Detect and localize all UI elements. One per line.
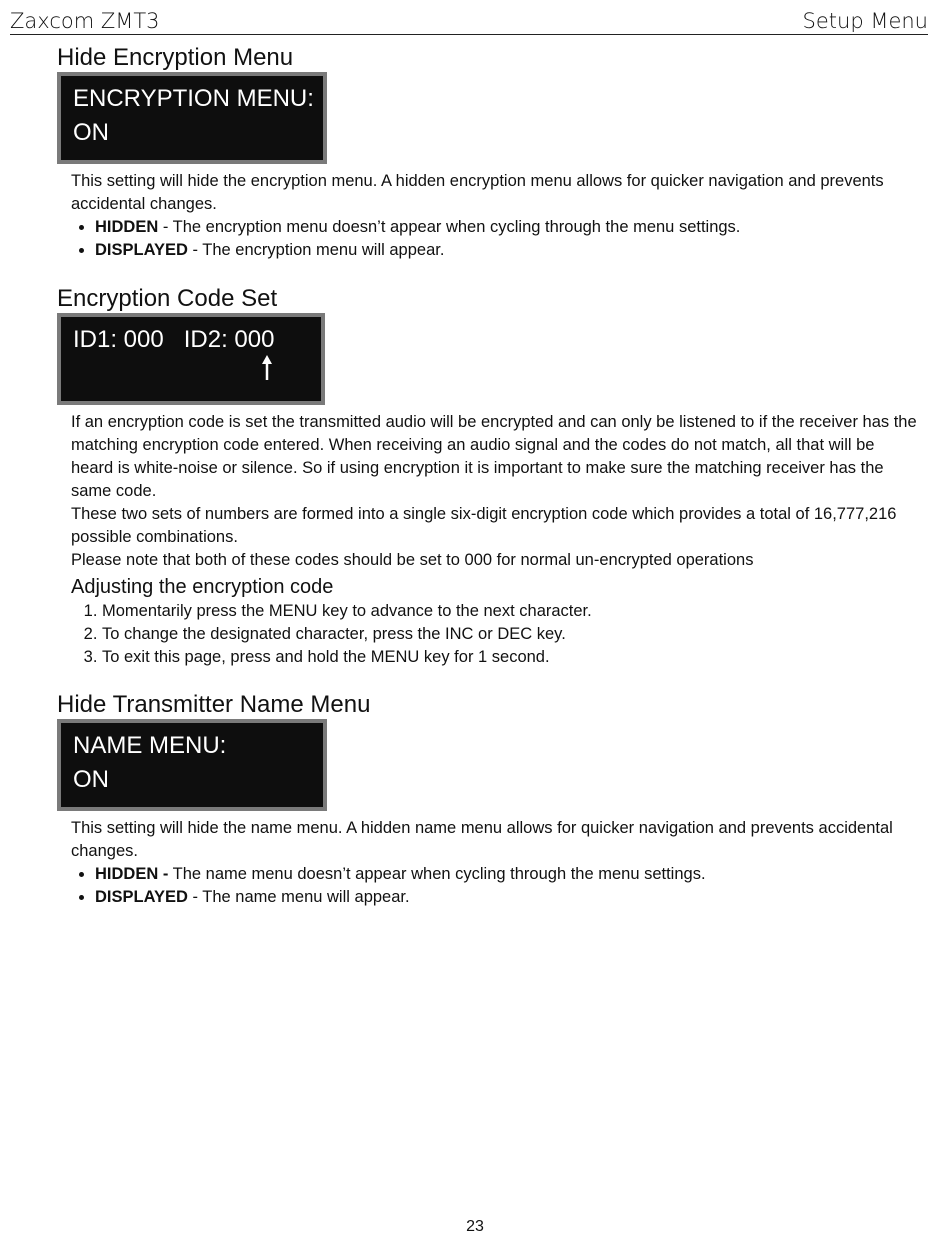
section-title: Hide Transmitter Name Menu (57, 691, 371, 718)
paragraph: Please note that both of these codes should be set to 000 for normal un-encrypted operations (71, 551, 754, 569)
option-description: - The name menu will appear. (187, 888, 410, 906)
lcd-display (57, 72, 327, 164)
section-title: Hide Encryption Menu (57, 44, 294, 71)
list-item: 1. Momentarily press the MENU key to advance to the next character. (102, 600, 917, 623)
option-description: - The encryption menu doesn’t appear when cycling through the menu settings. (158, 218, 741, 236)
option-term: DISPLAYED (95, 241, 188, 259)
step-list (71, 600, 917, 669)
section-body (71, 817, 917, 909)
list-item (95, 239, 917, 262)
up-arrow-icon (259, 355, 275, 381)
list-item (95, 863, 917, 886)
option-list (71, 863, 917, 909)
option-term: DISPLAYED (95, 888, 188, 906)
subsection-title: Adjusting the encryption code (71, 576, 334, 598)
page-header (10, 8, 928, 35)
section-body (71, 170, 917, 262)
list-item: 2. To change the designated character, press the INC or DEC key. (102, 623, 917, 646)
lcd-line-2: ON (73, 766, 109, 793)
section-body (71, 411, 917, 669)
option-description: - The encryption menu will appear. (187, 241, 445, 259)
list-item (95, 216, 917, 239)
paragraph: If an encryption code is set the transmitted audio will be encrypted and can only be listened to if the receiver has the matching encryption code entered. When receiving an audio signal and the codes do not match, all that will be heard is white-noise or silence. So if using encryption it is important to make sure the matching receiver has the same code. (71, 413, 917, 500)
section-hide-encryption-menu (57, 44, 917, 262)
lcd-line-1: NAME MENU: (73, 732, 227, 759)
section-encryption-code-set (57, 285, 917, 669)
option-description: The name menu doesn’t appear when cycling through the menu settings. (168, 865, 706, 883)
lcd-line-1: ID1: 000 ID2: 000 (73, 326, 275, 353)
paragraph: This setting will hide the encryption menu. A hidden encryption menu allows for quicker navigation and prevents accidental changes. (71, 172, 884, 213)
header-product-name: Zaxcom ZMT3 (10, 9, 160, 33)
option-term: HIDDEN (95, 218, 159, 236)
list-item (95, 886, 917, 909)
option-list (71, 216, 917, 262)
section-title: Encryption Code Set (57, 285, 278, 312)
lcd-line-1: ENCRYPTION MENU: (73, 85, 314, 112)
page-number: 23 (466, 1218, 484, 1235)
lcd-display (57, 313, 325, 405)
lcd-line-2: ON (73, 119, 109, 146)
paragraph: These two sets of numbers are formed into a single six-digit encryption code which provides a total of 16,777,216 possible combinations. (71, 505, 897, 546)
lcd-display (57, 719, 327, 811)
paragraph: This setting will hide the name menu. A hidden name menu allows for quicker navigation and prevents accidental changes. (71, 819, 893, 860)
option-term: HIDDEN - (95, 865, 169, 883)
list-item: 3. To exit this page, press and hold the MENU key for 1 second. (102, 646, 917, 669)
section-hide-transmitter-name-menu (57, 691, 917, 909)
header-chapter-name: Setup Menu (802, 9, 928, 33)
